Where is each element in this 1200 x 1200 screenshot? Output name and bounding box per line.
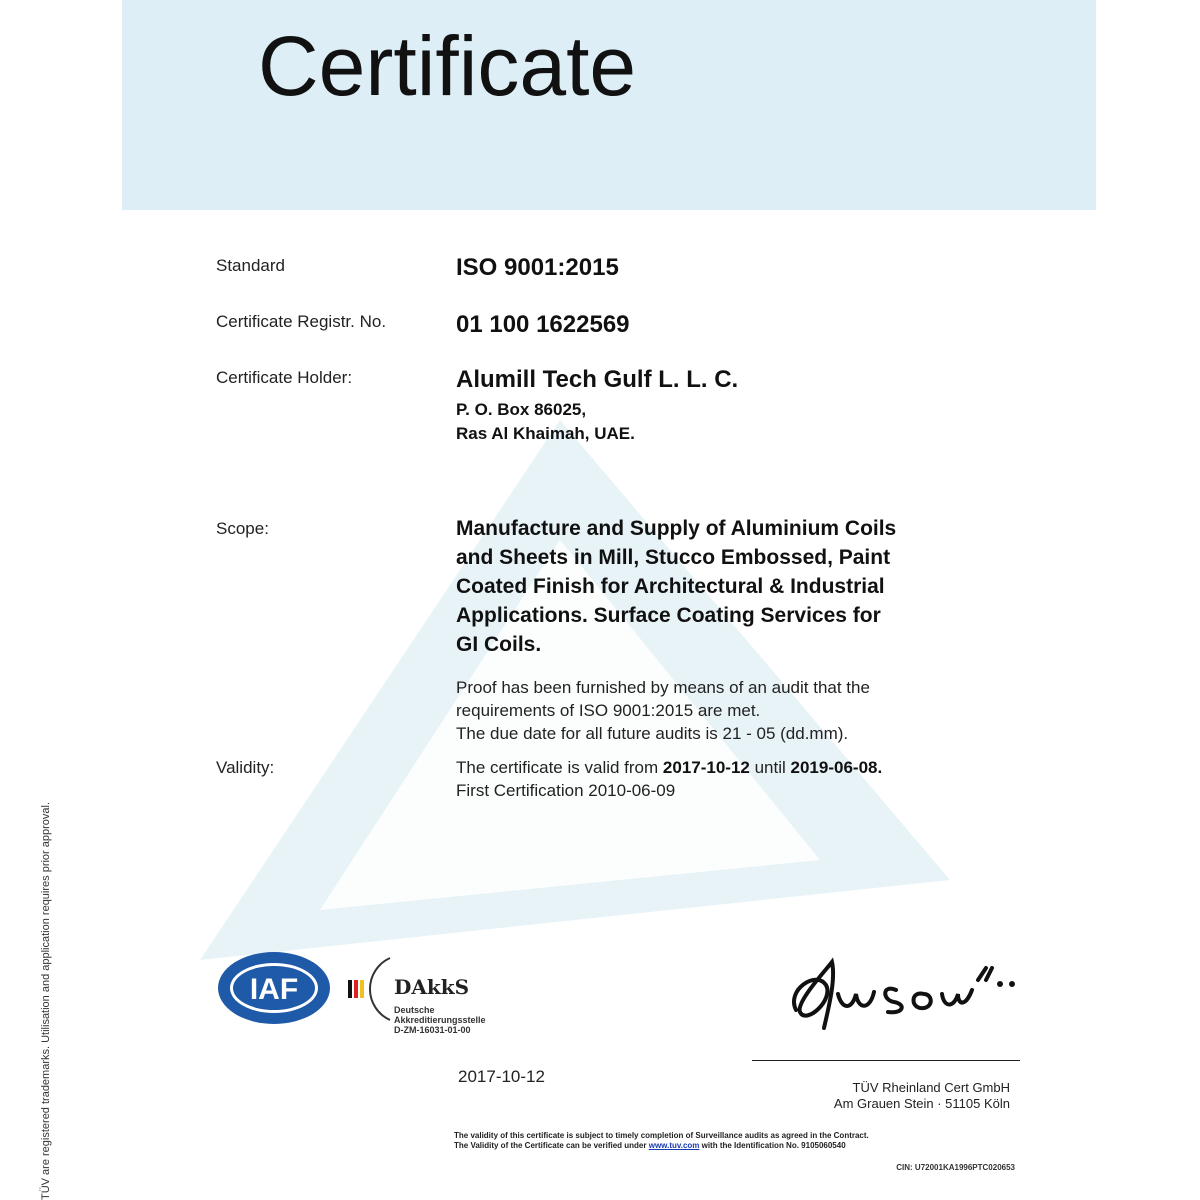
dakks-logo: [344, 950, 396, 1033]
scope-label: Scope:: [216, 519, 269, 538]
scope-line: GI Coils.: [456, 633, 542, 656]
validity-line: [456, 756, 1056, 779]
scope-text: [456, 514, 996, 659]
proof-text: [456, 676, 1016, 745]
footnote-line-2-post: with the Identification No. 9105060540: [699, 1141, 846, 1150]
iaf-logo: [216, 950, 332, 1031]
scope-line: Manufacture and Supply of Aluminium Coils: [456, 517, 897, 540]
dakks-text: [394, 975, 486, 1035]
iaf-text: IAF: [249, 973, 299, 1006]
standard-label: Standard: [216, 256, 285, 275]
cin-number: CIN: U72001KA1996PTC020653: [896, 1163, 1015, 1172]
holder-address-2: Ras Al Khaimah, UAE.: [456, 424, 635, 443]
dakks-title: DAkkS: [394, 975, 470, 999]
trademark-side-note: TÜV are registered trademarks. Utilisation and application requires prior approval.: [40, 801, 52, 1200]
scope-line: Coated Finish for Architectural & Industrial: [456, 575, 885, 598]
validity-prefix: The certificate is valid from: [456, 758, 663, 777]
issuer-block: [834, 1080, 1010, 1112]
holder-address-1: P. O. Box 86025,: [456, 400, 587, 419]
signature-line: [752, 1060, 1020, 1061]
dakks-subtitle: [394, 1005, 486, 1035]
proof-line: Proof has been furnished by means of an audit that the: [456, 678, 870, 697]
holder-label: Certificate Holder:: [216, 368, 353, 387]
scope-line: and Sheets in Mill, Stucco Embossed, Paint: [456, 546, 891, 569]
scope-line: Applications. Surface Coating Services for: [456, 604, 881, 627]
validity-footnote: [454, 1131, 869, 1151]
footnote-line-2-pre: The Validity of the Certificate can be verified under: [454, 1141, 649, 1150]
standard-value: ISO 9001:2015: [456, 254, 619, 281]
dakks-line: Deutsche: [394, 1005, 435, 1015]
issuer-name: TÜV Rheinland Cert GmbH: [852, 1080, 1010, 1095]
registr-label: Certificate Registr. No.: [216, 312, 387, 331]
dakks-line: Akkreditierungsstelle: [394, 1015, 486, 1025]
dakks-emblem-icon: [344, 950, 396, 1028]
footnote-line-2: [454, 1141, 869, 1151]
issue-date: 2017-10-12: [458, 1067, 545, 1086]
validity-from: 2017-10-12: [662, 758, 750, 777]
proof-line: requirements of ISO 9001:2015 are met.: [456, 701, 761, 720]
footnote-line-1: The validity of this certificate is subject to timely completion of Surveillance audits as agreed in the Contract.: [454, 1131, 869, 1140]
holder-name: Alumill Tech Gulf L. L. C.: [456, 366, 739, 393]
certificate-title: Certificate: [258, 19, 637, 113]
validity-label: Validity:: [216, 758, 275, 777]
validity-text: [456, 756, 1056, 802]
issuer-address: Am Grauen Stein · 51105 Köln: [833, 1096, 1010, 1111]
verify-link[interactable]: www.tuv.com: [648, 1141, 700, 1150]
registr-value: 01 100 1622569: [456, 311, 630, 338]
dakks-line: D-ZM-16031-01-00: [394, 1025, 471, 1035]
validity-until: 2019-06-08.: [790, 758, 883, 777]
iaf-logo-icon: [216, 950, 332, 1026]
signature: [786, 950, 1026, 1045]
first-certification: First Certification 2010-06-09: [456, 781, 676, 800]
signature-icon: [786, 950, 1026, 1040]
proof-line: The due date for all future audits is 21 - 05 (dd.mm).: [456, 724, 849, 743]
validity-mid: until: [749, 758, 791, 777]
